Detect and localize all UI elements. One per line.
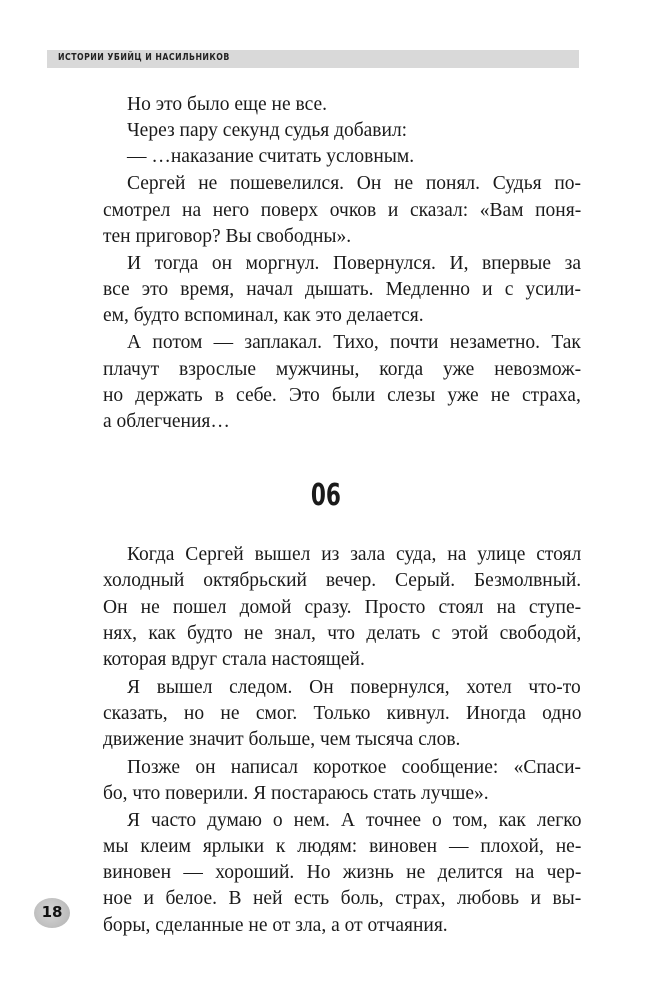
text-line: мы клеим ярлыки к людям: виновен — плохой, не- [103,836,582,857]
text-line: а облегчения… [103,411,230,432]
text-line: смотрел на него поверх очков и сказал: «Вам поня- [103,200,582,221]
text-line: Он не пошел домой сразу. Просто стоял на ступе- [103,597,582,618]
running-header-title: ИСТОРИИ УБИЙЦ И НАСИЛЬНИКОВ [58,52,230,63]
text-line: нях, как будто не знал, что делать с этой свободой, [103,623,582,644]
text-line: — …наказание считать условным. [127,146,415,167]
text-line: но держать в себе. Это были слезы уже не страха, [103,385,581,406]
text-line: ное и белое. В ней есть боль, страх, любовь и вы- [103,888,582,909]
page-number-badge [34,898,70,928]
page-number: 18 [41,903,63,921]
text-line: плачут взрослые мужчины, когда уже невозмож- [103,359,582,380]
text-line: виновен — хороший. Но жизнь не делится на чер- [103,862,582,883]
text-line: движение значит больше, чем тысяча слов. [103,729,461,750]
chapter-number [0,478,651,513]
text-line: бо, что поверили. Я постараюсь стать лучше». [103,783,489,804]
text-line: Сергей не пошевелился. Он не понял. Судья по- [127,173,582,194]
text-line: Я вышел следом. Он повернулся, хотел что-то [127,677,581,698]
text-line: Я часто думаю о нем. А точнее о том, как легко [127,810,582,831]
text-line: ем, будто вспоминал, как это делается. [103,305,424,326]
text-line: холодный октябрьский вечер. Серый. Безмолвный. [103,570,582,591]
text-line: которая вдруг стала настоящей. [103,649,365,670]
chapter-number-text: 06 [310,478,341,513]
text-line: Позже он написал короткое сообщение: «Спаси- [127,757,582,778]
text-line: сказать, но не смог. Только кивнул. Иногда одно [103,703,582,724]
text-line: все это время, начал дышать. Медленно и с усили- [103,279,581,300]
text-line: Когда Сергей вышел из зала суда, на улице стоял [127,544,582,565]
text-line: Через пару секунд судья добавил: [127,120,408,141]
text-line: тен приговор? Вы свободны». [103,226,352,247]
text-line: боры, сделанные не от зла, а от отчаяния. [103,915,448,936]
text-line: А потом — заплакал. Тихо, почти незаметно. Так [127,332,581,353]
text-line: И тогда он моргнул. Повернулся. И, впервые за [127,253,581,274]
text-line: Но это было еще не все. [127,94,328,115]
